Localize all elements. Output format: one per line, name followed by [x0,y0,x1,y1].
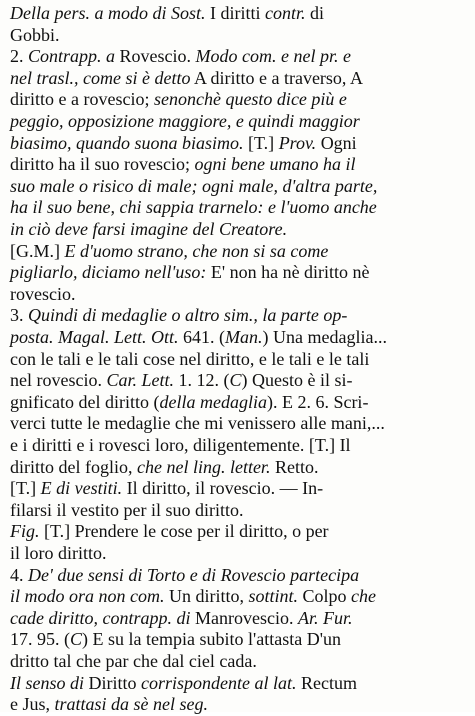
text-line [10,217,287,241]
italic-text: suo male o risico di male; ogni male, d'altra parte, [10,175,378,196]
text-line [10,368,353,392]
text-line [10,174,377,198]
roman-text: nel rovescio. [10,370,107,391]
italic-text: senonchè questo dice più e [153,89,347,110]
roman-text: E' non ha nè diritto nè [206,262,370,283]
italic-text: Il senso di [10,672,84,693]
italic-text: Prov. [278,132,317,153]
italic-text: Contrapp. a [28,46,116,67]
italic-text: posta. Magal. Lett. Ott. [10,327,179,347]
italic-text: che [351,586,377,607]
roman-text: I diritti [205,3,265,23]
roman-text: ) Questo è il si- [241,370,353,391]
text-line [10,519,329,543]
roman-text: ) Una medaglia... [262,327,387,347]
roman-text: [T.] [10,478,41,499]
text-line [10,627,341,651]
roman-text: 3. [10,305,28,326]
roman-text: verci tutte le medaglie che mi venissero alle mani,... [10,413,385,434]
roman-text: Colpo [298,586,352,607]
roman-text: filarsi il vestito per il suo diritto. [10,499,244,520]
italic-text: trattasi da sè nel seg. [54,694,208,715]
roman-text: 641. ( [178,327,226,347]
roman-text: 4. [10,564,28,585]
italic-text: Car. Lett. [106,370,174,391]
italic-text: ogni bene umano ha il [194,154,356,175]
roman-text: rovescio. [10,283,76,304]
italic-text: De' due sensi di Torto e di Rovescio partecipa [28,564,360,585]
roman-text: Il diritto, il rovescio. — In- [122,478,324,499]
roman-text: diritto ha il suo rovescio; [10,154,195,175]
roman-text: Manrovescio. [190,607,298,628]
italic-text: della medaglia [159,391,267,412]
italic-text: E d'uomo strano, che non si sa come [64,240,329,261]
italic-text: peggio, opposizione maggiore, e quindi maggior [10,111,360,131]
italic-text: Man. [225,327,263,347]
text-line [10,131,357,155]
roman-text: Retto. [270,456,319,477]
roman-text: Un diritto, [164,586,249,607]
text-line [10,455,318,479]
italic-text: corrispondente al lat. [141,672,297,693]
italic-text: Modo com. e nel pr. e [195,46,351,67]
text-line [10,66,363,90]
text-line [10,541,107,565]
roman-text: diritto del foglio, [10,456,137,477]
roman-text: Diritto [84,672,141,693]
italic-text: il modo ora non com. [10,586,165,607]
text-line [10,563,359,587]
roman-text: Rovescio. [115,46,196,67]
text-line [10,411,385,435]
roman-text: 1. 12. ( [174,370,230,391]
text-line [10,606,352,630]
text-line [10,649,257,673]
italic-text: C [229,370,242,391]
text-line [10,282,75,306]
roman-text: ) E su la tempia subito l'attasta D'un [82,629,341,650]
italic-text: ha il suo bene, chi sappia trarnelo: e l'uomo anche [10,197,377,218]
roman-text: 2. [10,46,28,67]
roman-text: diritto e a rovescio; [10,89,154,110]
italic-text: cade diritto, contrapp. di [10,607,191,628]
italic-text: Della pers. a modo di Sost. [10,3,206,23]
roman-text: Rectum [296,672,357,693]
text-line [10,303,347,327]
italic-text: E di vestiti. [40,478,123,499]
text-line [10,433,351,457]
italic-text: C [70,629,83,650]
roman-text: Ogni [316,132,357,153]
text-line [10,109,360,133]
italic-text: contr. [265,3,306,23]
roman-text: e Jus, [10,694,55,715]
roman-text: [T.] [243,132,279,153]
italic-text: che nel ling. letter. [136,456,271,477]
text-line [10,498,243,522]
roman-text: ). E 2. 6. Scri- [266,391,369,412]
italic-text: sottint. [248,586,299,607]
italic-text: Ar. Fur. [297,607,353,628]
italic-text: in ciò deve farsi imagine del Creatore. [10,219,288,239]
roman-text: [G.M.] [10,240,65,261]
roman-text: Gobbi. [10,24,60,45]
text-line [10,23,60,47]
text-line [10,476,323,500]
italic-text: Fig. [10,521,40,542]
text-line [10,1,324,25]
italic-text: nel trasl., come si è detto [10,67,191,88]
italic-text: Quindi di medaglie o altro sim., la parte op- [28,305,348,326]
text-line [10,44,351,68]
roman-text: di [305,3,325,23]
roman-text: il loro diritto. [10,543,107,563]
text-line [10,671,357,695]
text-line [10,239,328,263]
text-line [10,260,370,284]
text-line [10,584,376,608]
text-line [10,390,368,414]
italic-text: pigliarlo, diciamo nell'uso: [10,262,207,283]
roman-text: A diritto e a traverso, A [190,67,363,88]
text-line [10,152,355,176]
roman-text: [T.] Prendere le cose per il diritto, o per [39,521,329,542]
roman-text: gnificato del diritto ( [10,391,160,412]
roman-text: dritto tal che par che dal ciel cada. [10,651,257,671]
italic-text: biasimo, quando suona biasimo. [10,132,244,153]
text-line [10,87,347,111]
roman-text: con le tali e le tali cose nel diritto, e le tali e le tali [10,348,370,369]
text-line [10,692,208,716]
text-line [10,325,387,349]
roman-text: e i diritti e i rovesci loro, diligentemente. [T.] Il [10,435,351,455]
text-line [10,195,377,219]
text-line [10,347,369,371]
roman-text: 17. 95. ( [10,629,70,650]
